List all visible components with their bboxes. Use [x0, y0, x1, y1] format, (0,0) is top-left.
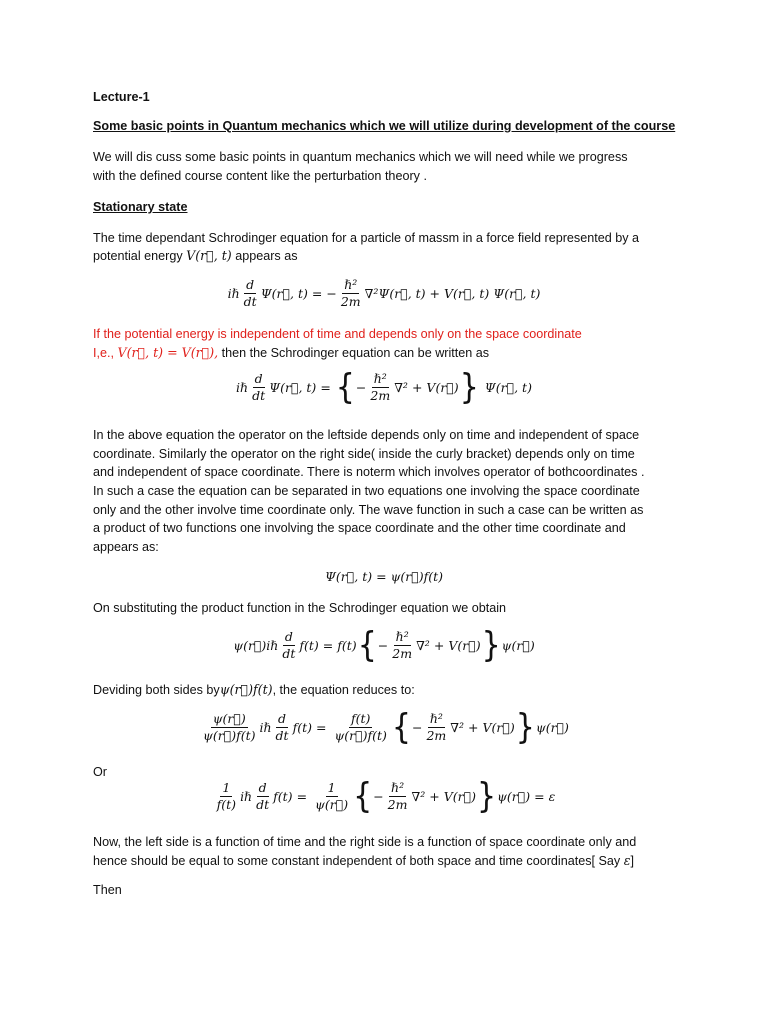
equation-4: ψ(r⃗)iℏ $\frac{d}{dt}$ f(t) = f(t) { − $\frac{\text{ℏ²}}{2m}$ ∇² + V(r⃗) } ψ(r⃗) — [233, 625, 535, 666]
para1-line-2 — [93, 247, 298, 265]
dividing-line — [93, 681, 415, 699]
intro-line-2: with the defined course content like the perturbation theory . — [93, 169, 427, 183]
para1-line-2-text: potential energy — [93, 249, 187, 263]
equation-6: $\frac{1}{f(t)}$ iℏ $\frac{d}{dt}$ f(t) = $\frac{1}{\psi(r⃗)}$ { − $\frac{\text{ℏ²}}{2m}$ ∇² + V(r⃗) } ψ(r⃗) = ε — [216, 776, 556, 817]
para2-line-6: a product of two functions one involving the space coordinate and the other time coordinate and — [93, 521, 626, 535]
para2-line-1: In the above equation the operator on the leftside depends only on time and independent of space — [93, 428, 640, 442]
red-condition-equation: V(r⃗, t) = V(r⃗), — [117, 345, 219, 360]
equation-2: iℏ $\frac{d}{dt}$ Ψ(r⃗, t) = { − $\frac{\text{ℏ²}}{2m}$ ∇² + V(r⃗) } Ψ(r⃗, t) — [236, 367, 532, 408]
para1-line-1: The time dependant Schrodinger equation for a particle of massm in a force field represented by a — [93, 231, 640, 245]
para1-potential-symbol: V(r⃗, t) — [186, 248, 232, 263]
dividing-tail: , the equation reduces to: — [272, 683, 415, 697]
para3-line-2-text: hence should be equal to some constant independent of both space and time coordinates[ Say — [93, 854, 624, 868]
or-line: Or — [93, 765, 107, 779]
para1-line-2-tail: appears as — [231, 249, 298, 263]
para3-line-2 — [93, 852, 634, 870]
main-heading: Some basic points in Quantum mechanics which we will utilize during development of the course — [93, 119, 676, 133]
para2-line-4: In such a case the equation can be separated in two equations one involving the space coordinate — [93, 484, 640, 498]
red-condition-prefix: I,e., — [93, 346, 118, 360]
condition-line-2-tail: then the Schrodinger equation can be written as — [218, 346, 490, 360]
intro-line-1: We will dis cuss some basic points in quantum mechanics which we will need while we progress — [93, 150, 628, 164]
lecture-title: Lecture-1 — [93, 90, 150, 104]
dividing-product-symbol: ψ(r⃗)f(t) — [219, 682, 273, 697]
equation-5: $\frac{\psi(r⃗)}{\psi(r⃗)f(t)}$ iℏ $\frac{d}{dt}$ f(t) = $\frac{f(t)}{\psi(r⃗)f(t)}$ { − $\frac{\text{ℏ²}}{2m}$ ∇² + V(r⃗) } ψ(r⃗) — [203, 707, 569, 748]
then-line: Then — [93, 883, 122, 897]
substituting-line: On substituting the product function in the Schrodinger equation we obtain — [93, 601, 507, 615]
equation-1: iℏ $\frac{d}{dt}$ Ψ(r⃗, t) = − $\frac{\text{ℏ²}}{2m}$ ∇²Ψ(r⃗, t) + V(r⃗, t) Ψ(r⃗, t) — [227, 277, 541, 310]
para2-line-7: appears as: — [93, 540, 159, 554]
para3-line-1: Now, the left side is a function of time and the right side is a function of space coordinate only and — [93, 835, 637, 849]
equation-3: Ψ(r⃗, t) = ψ(r⃗)f(t) — [324, 569, 444, 584]
para3-line-2-tail: ] — [630, 854, 634, 868]
red-condition-line-1: If the potential energy is independent of time and depends only on the space coordinate — [93, 327, 582, 341]
para3-epsilon-symbol: ε — [623, 853, 631, 868]
condition-line-2 — [93, 344, 489, 362]
para2-line-2: coordinate. Similarly the operator on the right side( inside the curly bracket) depends only on time — [93, 447, 635, 461]
para2-line-3: and independent of space coordinate. There is noterm which involves operator of bothcoordinates . — [93, 465, 645, 479]
section-title: Stationary state — [93, 200, 188, 214]
para2-line-5: only and the other involve time coordinate only. The wave function in such a case can be written as — [93, 503, 644, 517]
dividing-text: Deviding both sides by — [93, 683, 220, 697]
